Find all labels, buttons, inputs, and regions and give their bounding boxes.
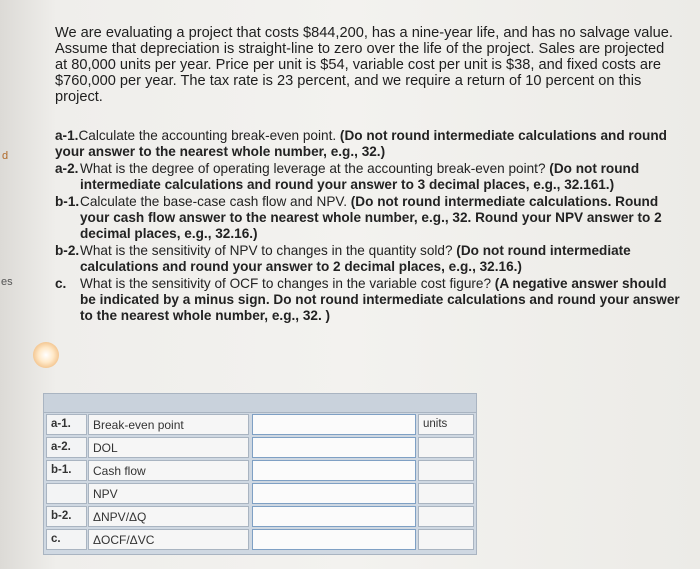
- glare-spot: [33, 342, 59, 368]
- row-key: a-2.: [46, 437, 87, 458]
- row-label: NPV: [88, 483, 249, 504]
- row-unit: [418, 437, 474, 458]
- answer-input-ocf-sensitivity[interactable]: [252, 529, 416, 550]
- question-text: What is the sensitivity of OCF to changes in the variable cost figure?: [80, 275, 492, 291]
- question-b1: b-1. Calculate the base-case cash flow and NPV. (Do not round intermediate calculations. Round your cash flow answer to the nearest whole number, e.g., 32. Round your NPV answer to 2 decimal places, e.g., 32.16.): [55, 193, 662, 242]
- table-row: [46, 529, 474, 550]
- row-label: Cash flow: [88, 460, 249, 481]
- row-unit: [418, 460, 474, 481]
- row-key: b-1.: [46, 460, 87, 481]
- question-instructions: (A negative answer should be indicated by a minus sign. Do not round intermediate calculations and round your answer to the nearest whole number, e.g., 32. ): [80, 275, 680, 324]
- row-label: ΔOCF/ΔVC: [88, 529, 249, 550]
- row-unit: [418, 483, 474, 504]
- answer-input-npv-sensitivity[interactable]: [252, 506, 416, 527]
- table-row: [46, 437, 474, 458]
- edge-mark: d: [2, 150, 9, 162]
- question-a2: a-2. What is the degree of operating leverage at the accounting break-even point? (Do not round intermediate calculations and round your answer to 3 decimal places, e.g., 32.161.): [55, 160, 640, 193]
- question-instructions: (Do not round intermediate calculations and round your answer to 2 decimal places, e.g., 32.16.): [80, 242, 631, 275]
- question-text: What is the degree of operating leverage at the accounting break-even point?: [80, 160, 546, 176]
- row-key: b-2.: [46, 506, 87, 527]
- question-instructions: (Do not round intermediate calculations and round your answer to 3 decimal places, e.g., 32.161.): [80, 160, 640, 193]
- question-instructions: (Do not round intermediate calculations. Round your cash flow answer to the nearest whole number, e.g., 32. Round your NPV answer to 2 decimal places, e.g., 32.16.): [80, 193, 662, 242]
- row-key: [46, 483, 87, 504]
- table-row: [46, 460, 474, 481]
- row-key: a-1.: [46, 414, 87, 435]
- answer-input-dol[interactable]: [252, 437, 416, 458]
- question-instructions: (Do not round intermediate calculations and round your answer to the nearest whole number, e.g., 32.): [55, 128, 667, 160]
- row-label: Break-even point: [88, 414, 249, 435]
- row-unit: units: [418, 414, 474, 435]
- problem-statement: We are evaluating a project that costs $844,200, has a nine-year life, and has no salvage value. Assume that depreciation is straight-line to zero over the life of the project. Sales are projected at 80,000 units per year. Price per unit is $54, variable cost per unit is $38, and fixed costs are $760,000 per year. The tax rate is 23 percent, and we require a return of 10 percent on this project.: [55, 24, 673, 106]
- table-row: [46, 506, 474, 527]
- row-label: ΔNPV/ΔQ: [88, 506, 249, 527]
- row-label: DOL: [88, 437, 249, 458]
- table-header: [44, 394, 476, 413]
- row-key: c.: [46, 529, 87, 550]
- question-a1: a-1.Calculate the accounting break-even point. (Do not round intermediate calculations and round your answer to the nearest whole number, e.g., 32.): [55, 128, 667, 160]
- question-list: [55, 128, 680, 325]
- answer-input-break-even[interactable]: [252, 414, 416, 435]
- answer-input-npv[interactable]: [252, 483, 416, 504]
- question-c: c. What is the sensitivity of OCF to changes in the variable cost figure? (A negative answer should be indicated by a minus sign. Do not round intermediate calculations and round your answer to the nearest whole number, e.g., 32. ): [55, 275, 680, 324]
- answer-input-cash-flow[interactable]: [252, 460, 416, 481]
- table-row: [46, 483, 474, 504]
- question-text: Calculate the base-case cash flow and NPV.: [80, 193, 347, 209]
- question-text: Calculate the accounting break-even point.: [78, 128, 337, 143]
- question-b2: b-2. What is the sensitivity of NPV to changes in the quantity sold? (Do not round intermediate calculations and round your answer to 2 decimal places, e.g., 32.16.): [55, 242, 631, 275]
- answer-table: [43, 393, 477, 555]
- row-unit: [418, 506, 474, 527]
- question-text: What is the sensitivity of NPV to changes in the quantity sold?: [80, 242, 453, 258]
- row-unit: [418, 529, 474, 550]
- edge-mark: es: [1, 276, 13, 288]
- table-row: [46, 414, 474, 435]
